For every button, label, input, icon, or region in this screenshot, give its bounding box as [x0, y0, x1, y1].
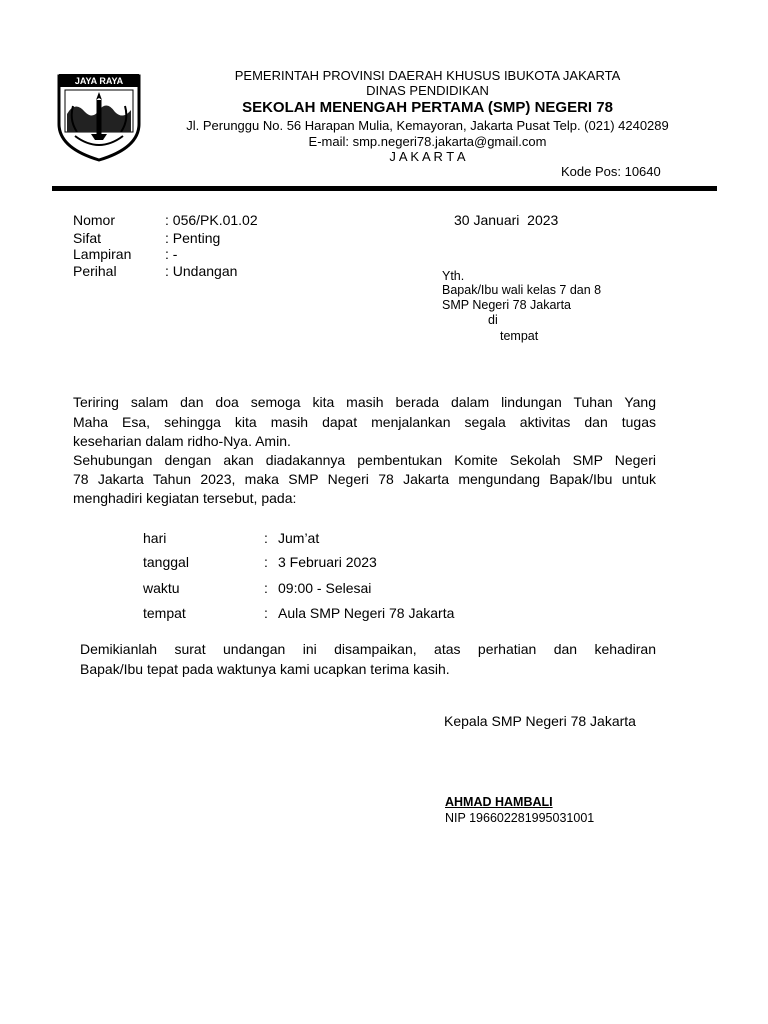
letterhead-government-line: PEMERINTAH PROVINSI DAERAH KHUSUS IBUKOTA JAKARTA: [234, 68, 621, 83]
signature-title: Kepala SMP Negeri 78 Jakarta: [444, 713, 636, 729]
lampiran-value: : -: [165, 246, 178, 262]
event-waktu-colon: :: [264, 580, 268, 596]
recipient-line-2: SMP Negeri 78 Jakarta: [442, 298, 571, 312]
letterhead-address: Jl. Perunggu No. 56 Harapan Mulia, Kemayoran, Jakarta Pusat Telp. (021) 4240289: [186, 118, 669, 133]
event-tempat-label: tempat: [143, 605, 186, 621]
event-hari-value: Jum’at: [278, 530, 320, 546]
event-tanggal-value: 3 Februari 2023: [278, 554, 377, 570]
letter-date: 30 Januari 2023: [454, 212, 559, 228]
letterhead-postal-code: Kode Pos: 10640: [561, 164, 661, 179]
recipient-di: di: [488, 313, 498, 327]
perihal-value: : Undangan: [165, 263, 238, 279]
closing-line-2: Bapak/Ibu tepat pada waktunya kami ucapkan terima kasih.: [80, 661, 450, 677]
closing-line-1: Demikianlah surat undangan ini disampaikan, atas perhatian dan kehadiran: [80, 641, 656, 657]
event-waktu-value: 09:00 - Selesai: [278, 580, 372, 596]
signature-name: AHMAD HAMBALI: [445, 795, 553, 809]
body-paragraph-2-line-2: 78 Jakarta Tahun 2023, maka SMP Negeri 78 Jakarta mengundang Bapak/Ibu untuk: [73, 471, 656, 487]
logo-banner-text: JAYA RAYA: [74, 76, 124, 86]
sifat-value: : Penting: [165, 230, 221, 246]
event-tempat-value: Aula SMP Negeri 78 Jakarta: [278, 605, 455, 621]
body-paragraph-2-line-3: menghadiri kegiatan tersebut, pada:: [73, 490, 297, 506]
letterhead-email: E-mail: smp.negeri78.jakarta@gmail.com: [308, 134, 547, 149]
event-hari-colon: :: [264, 530, 268, 546]
recipient-yth: Yth.: [442, 269, 465, 283]
event-tempat-colon: :: [264, 605, 268, 621]
recipient-line-1: Bapak/Ibu wali kelas 7 dan 8: [442, 283, 602, 297]
letterhead-department-line: DINAS PENDIDIKAN: [366, 83, 489, 98]
lampiran-label: Lampiran: [73, 246, 132, 262]
perihal-label: Perihal: [73, 263, 117, 279]
body-paragraph-1-line-3: keseharian dalam ridho-Nya. Amin.: [73, 433, 291, 449]
sifat-label: Sifat: [73, 230, 102, 246]
jakarta-coat-of-arms-logo: [55, 70, 143, 162]
body-paragraph-1-line-2: Maha Esa, sehingga kita masih dapat menjalankan segala aktivitas dan tugas: [73, 414, 656, 430]
event-waktu-label: waktu: [143, 580, 180, 596]
letterhead-divider: [52, 186, 717, 191]
nomor-value: : 056/PK.01.02: [165, 212, 258, 228]
recipient-tempat: tempat: [500, 329, 539, 343]
body-paragraph-1-line-1: Teriring salam dan doa semoga kita masih berada dalam lindungan Tuhan Yang: [73, 394, 656, 410]
nomor-label: Nomor: [73, 212, 116, 228]
event-hari-label: hari: [143, 530, 167, 546]
letterhead-city: J A K A R T A: [389, 149, 466, 164]
signature-nip: NIP 196602281995031001: [445, 811, 595, 825]
event-tanggal-colon: :: [264, 554, 268, 570]
letterhead-school-name: SEKOLAH MENENGAH PERTAMA (SMP) NEGERI 78: [242, 99, 613, 116]
event-tanggal-label: tanggal: [143, 554, 189, 570]
body-paragraph-2-line-1: Sehubungan dengan akan diadakannya pembentukan Komite Sekolah SMP Negeri: [73, 452, 656, 468]
